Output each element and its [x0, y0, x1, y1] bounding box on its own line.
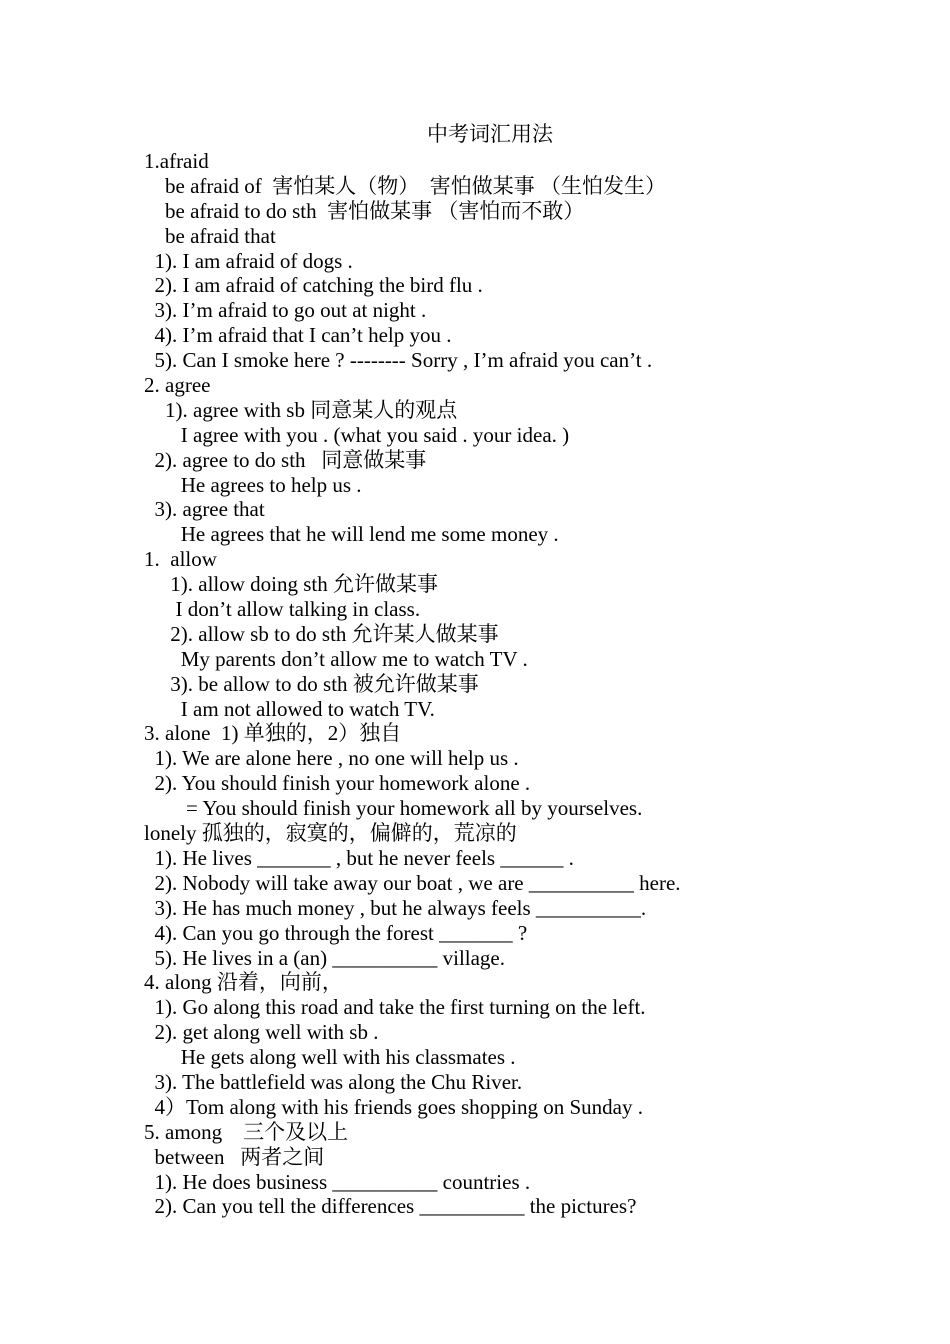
text-line: I don’t allow talking in class. — [144, 597, 421, 622]
document-body — [144, 149, 934, 1219]
text-line: 4). Can you go through the forest _______ ? — [144, 920, 528, 945]
text-line: 3). The battlefield was along the Chu River. — [144, 1069, 523, 1094]
text-line: 5). Can I smoke here ? -------- Sorry , I’m afraid you can’t . — [144, 348, 653, 373]
text-line: 1. allow — [144, 547, 217, 572]
text-line: 2). Can you tell the differences __________ the pictures? — [144, 1194, 637, 1219]
text-line: 2). get along well with sb . — [144, 1020, 379, 1045]
text-line: 1). agree with sb 同意某人的观点 — [144, 397, 458, 422]
text-line: = You should finish your homework all by yourselves. — [144, 796, 643, 821]
text-line: 1). I am afraid of dogs . — [144, 248, 353, 273]
text-line: 1). He does business __________ countries . — [144, 1169, 531, 1194]
text-line: 3). I’m afraid to go out at night . — [144, 298, 427, 323]
text-line: 5). He lives in a (an) __________ village. — [144, 945, 505, 970]
page-title: 中考词汇用法 — [427, 122, 553, 146]
text-line: 4）Tom along with his friends goes shopping on Sunday . — [144, 1094, 644, 1119]
text-line: He agrees to help us . — [144, 472, 362, 497]
text-line: 2. agree — [144, 373, 211, 398]
text-line: I am not allowed to watch TV. — [144, 696, 435, 721]
text-line: 3). be allow to do sth 被允许做某事 — [144, 671, 479, 696]
text-line: 2). You should finish your homework alone . — [144, 771, 531, 796]
text-line: be afraid to do sth 害怕做某事 （害怕而不敢） — [144, 198, 585, 223]
text-line: 1). allow doing sth 允许做某事 — [144, 572, 438, 597]
text-line: 2). allow sb to do sth 允许某人做某事 — [144, 621, 499, 646]
text-line: 2). agree to do sth 同意做某事 — [144, 447, 427, 472]
text-line: 3). He has much money , but he always feels __________. — [144, 895, 647, 920]
text-line: 5. among 三个及以上 — [144, 1119, 349, 1144]
text-line: 4). I’m afraid that I can’t help you . — [144, 323, 452, 348]
text-line: 1). Go along this road and take the first turning on the left. — [144, 995, 646, 1020]
text-line: He agrees that he will lend me some money . — [144, 522, 559, 547]
text-line: He gets along well with his classmates . — [144, 1045, 516, 1070]
text-line: lonely 孤独的，寂寞的，偏僻的，荒凉的 — [144, 821, 517, 846]
text-line: I agree with you . (what you said . your idea. ) — [144, 422, 570, 447]
text-line: between 两者之间 — [144, 1144, 325, 1169]
text-line: 1). We are alone here , no one will help us . — [144, 746, 519, 771]
text-line: My parents don’t allow me to watch TV . — [144, 646, 528, 671]
text-line: 1.afraid — [144, 149, 209, 173]
text-line: 3). agree that — [144, 497, 265, 522]
text-line: 2). Nobody will take away our boat , we are __________ here. — [144, 870, 681, 895]
text-line: 2). I am afraid of catching the bird flu . — [144, 273, 483, 298]
text-line: be afraid that — [144, 223, 276, 248]
text-line: 1). He lives _______ , but he never feels ______ . — [144, 845, 574, 870]
text-line: 3. alone 1) 单独的，2）独自 — [144, 721, 402, 746]
text-line: be afraid of 害怕某人（物） 害怕做某事 （生怕发生） — [144, 173, 667, 198]
text-line: 4. along 沿着，向前， — [144, 970, 343, 995]
